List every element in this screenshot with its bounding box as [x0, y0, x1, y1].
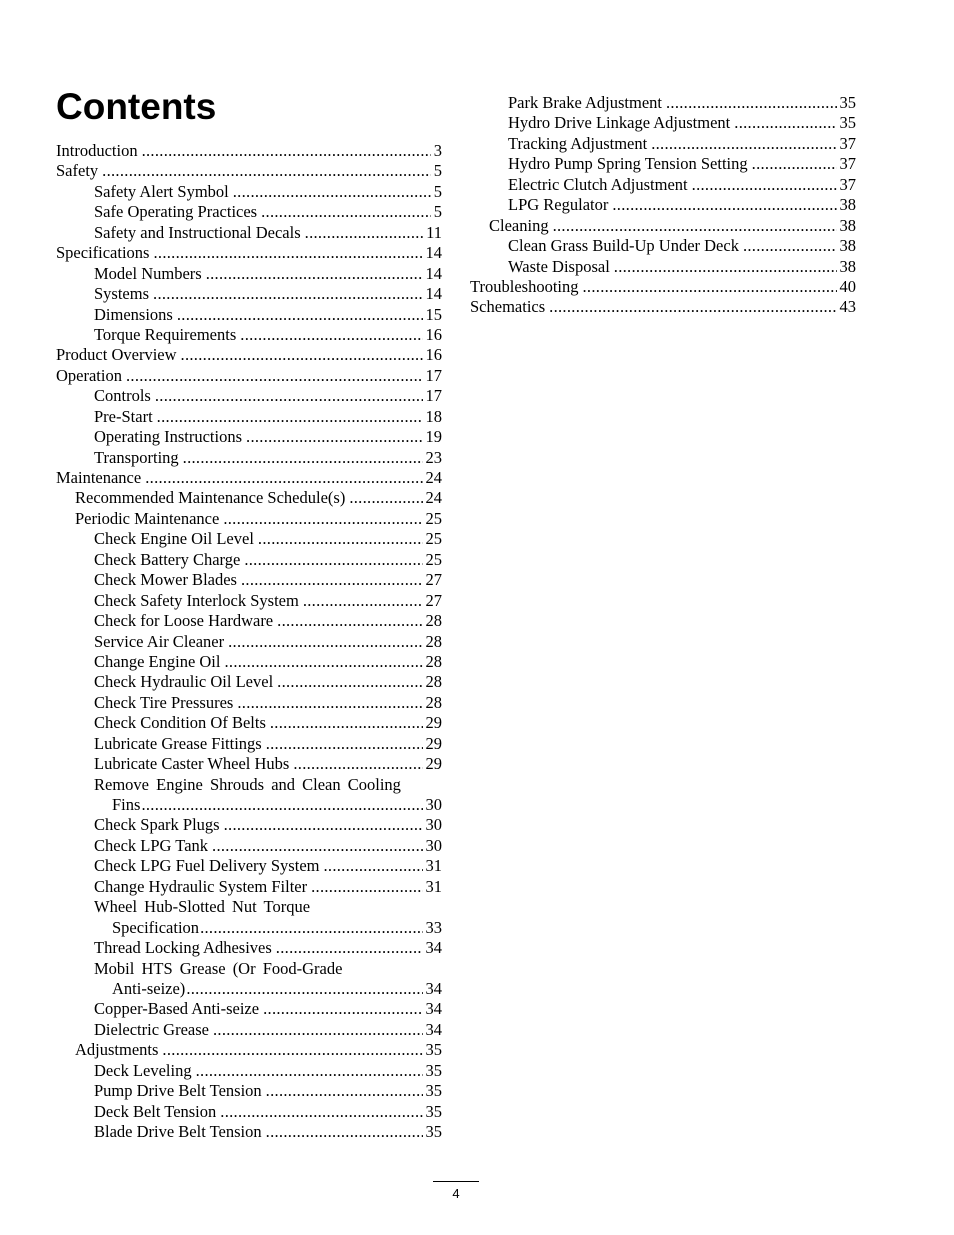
toc-entry-title-continued: Specification — [112, 917, 200, 937]
dot-leader — [145, 468, 422, 488]
toc-entry-title: Check Safety Interlock System — [94, 590, 299, 610]
toc-entry-lubricate-caster-wheel-hubs[interactable] — [56, 754, 442, 774]
dot-leader — [142, 141, 431, 161]
toc-entry-deck-leveling[interactable] — [56, 1061, 442, 1081]
dot-leader — [223, 509, 422, 529]
toc-entry-title: Safe Operating Practices — [94, 202, 258, 222]
toc-entry-page: 24 — [425, 488, 442, 508]
dot-leader — [734, 113, 836, 133]
toc-entry-page: 31 — [425, 876, 442, 896]
toc-entry-page: 5 — [433, 202, 442, 222]
dot-leader — [752, 154, 837, 174]
toc-entry-park-brake-adjustment[interactable] — [470, 93, 856, 113]
toc-entry-title: Lubricate Caster Wheel Hubs — [94, 754, 290, 774]
toc-entry-change-hydraulic-system-filter[interactable] — [56, 877, 442, 897]
dot-leader — [612, 195, 836, 215]
toc-entry-title: Specifications — [56, 243, 150, 263]
toc-entry-page: 14 — [425, 284, 442, 304]
toc-entry-title: Hydro Drive Linkage Adjustment — [508, 113, 731, 133]
dot-leader — [244, 550, 422, 570]
toc-left-column — [56, 141, 442, 1142]
toc-entry-electric-clutch-adjustment[interactable] — [470, 175, 856, 195]
toc-entry-title: Lubricate Grease Fittings — [94, 733, 262, 753]
dot-leader — [266, 734, 423, 754]
toc-entry-pre-start[interactable] — [56, 407, 442, 427]
toc-entry-title: Schematics — [470, 297, 546, 317]
toc-entry-safety-alert-symbol[interactable] — [56, 182, 442, 202]
toc-entry-title-continued: Anti-seize) — [112, 978, 186, 998]
dot-leader — [241, 570, 423, 590]
toc-entry-clean-grass-build-up-under-deck[interactable] — [470, 236, 856, 256]
dot-leader — [126, 366, 423, 386]
dot-leader — [743, 236, 837, 256]
toc-entry-page: 28 — [425, 692, 442, 712]
toc-entry-check-condition-of-belts[interactable] — [56, 713, 442, 733]
toc-entry-service-air-cleaner[interactable] — [56, 632, 442, 652]
toc-entry-page: 25 — [425, 549, 442, 569]
dot-leader — [263, 999, 422, 1019]
dot-leader — [237, 693, 422, 713]
toc-entry-title: Safety Alert Symbol — [94, 181, 229, 201]
toc-entry-title: Deck Belt Tension — [94, 1101, 217, 1121]
toc-entry-operation[interactable] — [56, 366, 442, 386]
toc-entry-page: 38 — [839, 256, 856, 276]
dot-leader — [614, 257, 837, 277]
toc-entry-adjustments[interactable] — [56, 1040, 442, 1060]
toc-entry-page: 17 — [425, 365, 442, 385]
dot-leader — [246, 427, 422, 447]
dot-leader — [311, 877, 422, 897]
dot-leader — [549, 297, 836, 317]
toc-entry-page: 25 — [425, 529, 442, 549]
toc-entry-page: 34 — [425, 999, 442, 1019]
toc-entry-page: 25 — [425, 508, 442, 528]
toc-entry-transporting[interactable] — [56, 448, 442, 468]
toc-entry-copper-based-anti-seize[interactable] — [56, 999, 442, 1019]
toc-entry-title: Remove Engine Shrouds and Clean Cooling — [94, 774, 401, 794]
dot-leader — [220, 1102, 422, 1122]
toc-entry-page: 33 — [425, 917, 442, 937]
toc-entry-page: 29 — [425, 733, 442, 753]
toc-entry-page: 30 — [425, 835, 442, 855]
toc-entry-title: Check Tire Pressures — [94, 692, 234, 712]
toc-entry-title: Thread Locking Adhesives — [94, 938, 272, 958]
toc-entry-page: 35 — [425, 1122, 442, 1141]
toc-entry-title: Park Brake Adjustment — [508, 93, 662, 112]
toc-entry-page: 35 — [425, 1081, 442, 1101]
toc-entry-page: 11 — [426, 222, 442, 242]
dot-leader — [553, 216, 837, 236]
toc-entry-operating-instructions[interactable] — [56, 427, 442, 447]
toc-entry-title: Product Overview — [56, 345, 177, 365]
dot-leader — [206, 264, 423, 284]
toc-entry-introduction[interactable] — [56, 141, 442, 161]
dot-leader — [261, 202, 431, 222]
toc-entry-page: 35 — [839, 113, 856, 133]
toc-entry-thread-locking-adhesives[interactable] — [56, 938, 442, 958]
footer-rule — [433, 1181, 479, 1182]
toc-entry-page: 3 — [433, 141, 442, 160]
toc-entry-cleaning[interactable] — [470, 216, 856, 236]
toc-entry-title: Pre-Start — [94, 406, 153, 426]
toc-entry-check-mower-blades[interactable] — [56, 570, 442, 590]
toc-entry-title: Systems — [94, 284, 150, 304]
toc-entry-title: Wheel Hub-Slotted Nut Torque — [94, 897, 311, 917]
toc-entry-controls[interactable] — [56, 386, 442, 406]
toc-entry-page: 43 — [839, 297, 856, 317]
toc-entry-check-engine-oil-level[interactable] — [56, 529, 442, 549]
dot-leader — [266, 1081, 423, 1101]
toc-entry-title: Check Condition Of Belts — [94, 713, 266, 733]
toc-entry-hydro-pump-spring-tension-setting[interactable] — [470, 154, 856, 174]
dot-leader — [196, 1061, 423, 1081]
toc-entry-page: 40 — [839, 276, 856, 296]
dot-leader — [266, 1122, 423, 1142]
toc-entry-lubricate-grease-fittings[interactable] — [56, 734, 442, 754]
toc-entry-torque-requirements[interactable] — [56, 325, 442, 345]
dot-leader — [228, 632, 422, 652]
toc-entry-tracking-adjustment[interactable] — [470, 134, 856, 154]
toc-entry-title: Torque Requirements — [94, 324, 237, 344]
toc-entry-page: 19 — [425, 427, 442, 447]
toc-entry-page: 23 — [425, 447, 442, 467]
toc-entry-safe-operating-practices[interactable] — [56, 202, 442, 222]
dot-leader — [183, 448, 423, 468]
toc-entry-model-numbers[interactable] — [56, 264, 442, 284]
toc-entry-title: Check Engine Oil Level — [94, 529, 254, 549]
dot-leader — [153, 243, 422, 263]
toc-entry-title: Controls — [94, 386, 151, 406]
toc-entry-page: 31 — [425, 856, 442, 876]
toc-entry-recommended-maintenance-schedule-s[interactable] — [56, 488, 442, 508]
toc-entry-page: 5 — [433, 181, 442, 201]
toc-entry-title: Mobil HTS Grease (Or Food-Grade — [94, 958, 343, 978]
toc-entry-title: Check Battery Charge — [94, 549, 241, 569]
dot-leader — [155, 386, 423, 406]
toc-entry-page: 29 — [425, 754, 442, 774]
dot-leader — [277, 672, 422, 692]
toc-entry-title: Check Mower Blades — [94, 570, 237, 590]
dot-leader — [240, 325, 422, 345]
toc-entry-page: 37 — [839, 174, 856, 194]
toc-entry-title: Operating Instructions — [94, 427, 243, 447]
toc-entry-mobil-hts-grease-or-food-grade-anti-seize[interactable] — [56, 959, 442, 1000]
toc-entry-page: 35 — [425, 1060, 442, 1080]
toc-entry-title: Adjustments — [75, 1040, 159, 1060]
toc-entry-title: LPG Regulator — [508, 195, 609, 215]
toc-entry-page: 15 — [425, 304, 442, 324]
toc-entry-safety[interactable] — [56, 161, 442, 181]
toc-entry-title: Periodic Maintenance — [75, 508, 220, 528]
toc-entry-check-safety-interlock-system[interactable] — [56, 591, 442, 611]
toc-entry-page: 38 — [839, 215, 856, 235]
toc-entry-page: 27 — [425, 570, 442, 590]
dot-leader — [692, 175, 837, 195]
dot-leader — [213, 1020, 423, 1040]
toc-entry-specifications[interactable] — [56, 243, 442, 263]
toc-entry-title: Dielectric Grease — [94, 1019, 209, 1039]
toc-entry-change-engine-oil[interactable] — [56, 652, 442, 672]
toc-entry-page: 34 — [425, 1019, 442, 1039]
toc-entry-page: 34 — [425, 978, 442, 998]
toc-entry-title: Check Spark Plugs — [94, 815, 220, 835]
dot-leader — [276, 938, 423, 958]
toc-right-column — [470, 93, 856, 318]
toc-entry-page: 28 — [425, 672, 442, 692]
toc-entry-page: 37 — [839, 133, 856, 153]
toc-entry-page: 35 — [425, 1040, 442, 1060]
toc-entry-title: Safety and Instructional Decals — [94, 222, 301, 242]
toc-entry-title: Troubleshooting — [470, 276, 579, 296]
dot-leader — [212, 836, 422, 856]
toc-entry-title: Check LPG Tank — [94, 835, 209, 855]
toc-entry-page: 28 — [425, 631, 442, 651]
dot-leader — [141, 795, 422, 815]
toc-entry-title: Change Hydraulic System Filter — [94, 876, 308, 896]
toc-entry-schematics[interactable] — [470, 297, 856, 317]
dot-leader — [153, 284, 422, 304]
toc-entry-page: 35 — [425, 1101, 442, 1121]
toc-entry-waste-disposal[interactable] — [470, 257, 856, 277]
toc-entry-dielectric-grease[interactable] — [56, 1020, 442, 1040]
toc-entry-page: 24 — [425, 468, 442, 487]
dot-leader — [666, 93, 837, 113]
toc-entry-title: Introduction — [56, 141, 138, 160]
dot-leader — [277, 611, 422, 631]
dot-leader — [323, 856, 422, 876]
toc-entry-title: Recommended Maintenance Schedule(s) — [75, 488, 346, 508]
toc-entry-page: 38 — [839, 236, 856, 256]
toc-entry-title-continued: Fins — [112, 795, 141, 814]
toc-entry-title: Tracking Adjustment — [508, 133, 648, 153]
toc-entry-page: 18 — [425, 406, 442, 426]
toc-entry-remove-engine-shrouds-and-clean-cooling-fins[interactable] — [56, 775, 442, 816]
toc-entry-title: Service Air Cleaner — [94, 631, 225, 651]
toc-entry-page: 38 — [839, 195, 856, 215]
toc-entry-wheel-hub-slotted-nut-torque-specification[interactable] — [56, 897, 442, 938]
toc-entry-title: Safety — [56, 161, 99, 181]
dot-leader — [233, 182, 431, 202]
toc-entry-title: Waste Disposal — [508, 256, 610, 276]
toc-entry-page: 29 — [425, 713, 442, 733]
dot-leader — [349, 488, 422, 508]
toc-entry-troubleshooting[interactable] — [470, 277, 856, 297]
toc-entry-title: Check Hydraulic Oil Level — [94, 672, 274, 692]
toc-entry-title: Model Numbers — [94, 263, 202, 283]
page-number: 4 — [452, 1186, 460, 1201]
toc-entry-systems[interactable] — [56, 284, 442, 304]
toc-entry-check-tire-pressures[interactable] — [56, 693, 442, 713]
dot-leader — [224, 652, 422, 672]
toc-entry-lpg-regulator[interactable] — [470, 195, 856, 215]
toc-entry-check-lpg-fuel-delivery-system[interactable] — [56, 856, 442, 876]
toc-entry-deck-belt-tension[interactable] — [56, 1102, 442, 1122]
toc-entry-title: Deck Leveling — [94, 1060, 192, 1080]
toc-entry-title: Change Engine Oil — [94, 651, 221, 671]
toc-entry-page: 35 — [839, 93, 856, 112]
toc-entry-title: Copper-Based Anti-seize — [94, 999, 260, 1019]
dot-leader — [270, 713, 423, 733]
dot-leader — [186, 979, 422, 999]
toc-entry-pump-drive-belt-tension[interactable] — [56, 1081, 442, 1101]
toc-entry-title: Transporting — [94, 447, 179, 467]
toc-entry-page: 34 — [425, 938, 442, 958]
toc-entry-page: 28 — [425, 611, 442, 631]
toc-entry-blade-drive-belt-tension[interactable] — [56, 1122, 442, 1142]
dot-leader — [258, 529, 423, 549]
toc-entry-check-spark-plugs[interactable] — [56, 815, 442, 835]
toc-entry-page: 30 — [425, 815, 442, 835]
toc-entry-page: 27 — [425, 590, 442, 610]
toc-entry-page: 16 — [425, 324, 442, 344]
toc-entry-title: Clean Grass Build-Up Under Deck — [508, 236, 739, 256]
dot-leader — [181, 345, 423, 365]
toc-entry-hydro-drive-linkage-adjustment[interactable] — [470, 113, 856, 133]
toc-entry-check-battery-charge[interactable] — [56, 550, 442, 570]
toc-entry-title: Electric Clutch Adjustment — [508, 174, 688, 194]
toc-entry-page: 17 — [425, 386, 442, 406]
toc-entry-title: Hydro Pump Spring Tension Setting — [508, 154, 748, 174]
toc-entry-page: 37 — [839, 154, 856, 174]
dot-leader — [102, 161, 431, 181]
toc-entry-title: Operation — [56, 365, 122, 385]
dot-leader — [583, 277, 837, 297]
toc-entry-check-lpg-tank[interactable] — [56, 836, 442, 856]
toc-entry-page: 14 — [425, 263, 442, 283]
toc-entry-title: Maintenance — [56, 468, 142, 487]
toc-entry-title: Pump Drive Belt Tension — [94, 1081, 262, 1101]
dot-leader — [303, 591, 423, 611]
toc-entry-safety-and-instructional-decals[interactable] — [56, 223, 442, 243]
toc-entry-page: 30 — [425, 795, 442, 814]
toc-entry-page: 28 — [425, 651, 442, 671]
toc-entry-title: Cleaning — [489, 215, 549, 235]
dot-leader — [651, 134, 836, 154]
dot-leader — [177, 305, 423, 325]
toc-entry-check-hydraulic-oil-level[interactable] — [56, 672, 442, 692]
dot-leader — [200, 918, 422, 938]
toc-entry-dimensions[interactable] — [56, 305, 442, 325]
dot-leader — [293, 754, 422, 774]
toc-entry-title: Check for Loose Hardware — [94, 611, 274, 631]
dot-leader — [157, 407, 423, 427]
toc-entry-title: Blade Drive Belt Tension — [94, 1122, 262, 1141]
toc-entry-page: 14 — [425, 243, 442, 263]
dot-leader — [162, 1040, 422, 1060]
page-title: Contents — [56, 86, 217, 127]
toc-entry-periodic-maintenance[interactable] — [56, 509, 442, 529]
toc-entry-product-overview[interactable] — [56, 345, 442, 365]
toc-entry-page: 5 — [433, 161, 442, 181]
toc-entry-title: Check LPG Fuel Delivery System — [94, 856, 320, 876]
toc-entry-page: 16 — [425, 345, 442, 365]
dot-leader — [305, 223, 423, 243]
toc-entry-title: Dimensions — [94, 304, 173, 324]
toc-entry-check-for-loose-hardware[interactable] — [56, 611, 442, 631]
toc-entry-maintenance[interactable] — [56, 468, 442, 488]
dot-leader — [224, 815, 423, 835]
